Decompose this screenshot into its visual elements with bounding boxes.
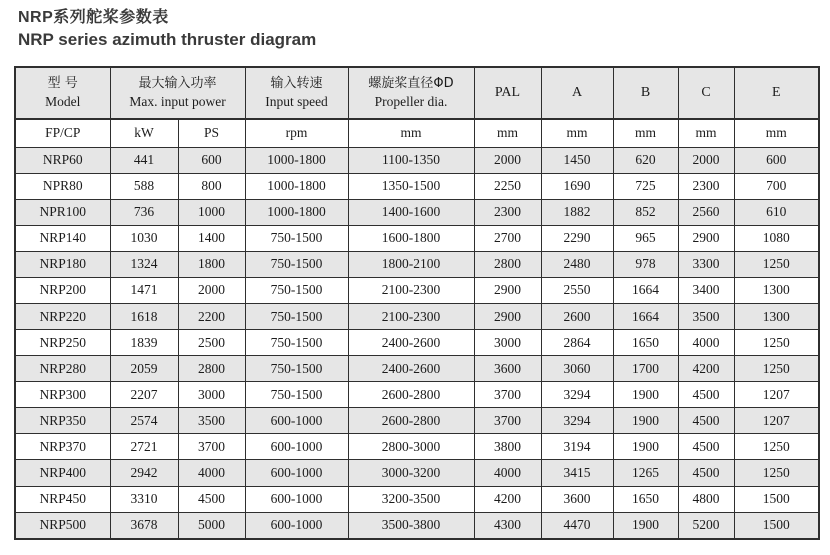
- table-row: [15, 434, 819, 460]
- a-cell: 1450: [541, 147, 613, 173]
- a-cell: 2864: [541, 330, 613, 356]
- kw-cell: 3678: [110, 512, 178, 539]
- pal-cell: 2300: [474, 199, 541, 225]
- a-cell: 2550: [541, 277, 613, 303]
- model-cell: NRP400: [15, 460, 110, 486]
- kw-cell: 2207: [110, 382, 178, 408]
- c-cell: 3500: [678, 303, 734, 329]
- c-cell: 4000: [678, 330, 734, 356]
- propeller-dia-cell: 1600-1800: [348, 225, 474, 251]
- pal-cell: 2700: [474, 225, 541, 251]
- rpm-cell: 600-1000: [245, 408, 348, 434]
- e-cell: 1500: [734, 486, 819, 512]
- ps-cell: 3000: [178, 382, 245, 408]
- kw-cell: 736: [110, 199, 178, 225]
- kw-cell: 3310: [110, 486, 178, 512]
- header-max-input-power-zh: 最大输入功率: [138, 76, 217, 92]
- b-cell: 1900: [613, 382, 678, 408]
- c-cell: 4500: [678, 434, 734, 460]
- rpm-cell: 750-1500: [245, 330, 348, 356]
- model-cell: NRP180: [15, 251, 110, 277]
- pal-cell: 3600: [474, 356, 541, 382]
- kw-cell: 2721: [110, 434, 178, 460]
- kw-cell: 2942: [110, 460, 178, 486]
- a-cell: 2290: [541, 225, 613, 251]
- kw-cell: 1839: [110, 330, 178, 356]
- rpm-cell: 600-1000: [245, 434, 348, 460]
- model-cell: NRP220: [15, 303, 110, 329]
- model-cell: NRP280: [15, 356, 110, 382]
- model-cell: NRP60: [15, 147, 110, 173]
- table-row: [15, 199, 819, 225]
- rpm-cell: 750-1500: [245, 225, 348, 251]
- e-cell: 1250: [734, 330, 819, 356]
- unit-cell-c: mm: [678, 119, 734, 147]
- propeller-dia-cell: 2600-2800: [348, 408, 474, 434]
- b-cell: 620: [613, 147, 678, 173]
- a-cell: 3294: [541, 382, 613, 408]
- table-row: [15, 460, 819, 486]
- unit-cell-b: mm: [613, 119, 678, 147]
- rpm-cell: 750-1500: [245, 356, 348, 382]
- rpm-cell: 600-1000: [245, 512, 348, 539]
- model-cell: NRP140: [15, 225, 110, 251]
- pal-cell: 2800: [474, 251, 541, 277]
- c-cell: 3300: [678, 251, 734, 277]
- pal-cell: 3800: [474, 434, 541, 460]
- c-cell: 2900: [678, 225, 734, 251]
- table-row: [15, 382, 819, 408]
- c-cell: 3400: [678, 277, 734, 303]
- a-cell: 1882: [541, 199, 613, 225]
- c-cell: 2560: [678, 199, 734, 225]
- propeller-dia-cell: 2600-2800: [348, 382, 474, 408]
- b-cell: 965: [613, 225, 678, 251]
- header-max-input-power: [110, 67, 245, 119]
- kw-cell: 2574: [110, 408, 178, 434]
- header-b-label: B: [640, 85, 651, 101]
- table-row: [15, 277, 819, 303]
- propeller-dia-cell: 3000-3200: [348, 460, 474, 486]
- page-title-zh: NRP系列舵桨参数表: [18, 9, 169, 26]
- rpm-cell: 750-1500: [245, 251, 348, 277]
- c-cell: 4500: [678, 460, 734, 486]
- a-cell: 3415: [541, 460, 613, 486]
- propeller-dia-cell: 2100-2300: [348, 277, 474, 303]
- e-cell: 1500: [734, 512, 819, 539]
- ps-cell: 800: [178, 173, 245, 199]
- unit-cell-a: mm: [541, 119, 613, 147]
- table-row: [15, 486, 819, 512]
- header-propeller-dia-zh: 螺旋桨直径ΦD: [368, 76, 454, 92]
- a-cell: 3294: [541, 408, 613, 434]
- model-cell: NPR80: [15, 173, 110, 199]
- ps-cell: 2000: [178, 277, 245, 303]
- e-cell: 1250: [734, 460, 819, 486]
- model-cell: NPR100: [15, 199, 110, 225]
- rpm-cell: 600-1000: [245, 460, 348, 486]
- page-header: [18, 2, 316, 50]
- table-row: [15, 147, 819, 173]
- ps-cell: 1800: [178, 251, 245, 277]
- e-cell: 1207: [734, 408, 819, 434]
- model-cell: NRP250: [15, 330, 110, 356]
- ps-cell: 5000: [178, 512, 245, 539]
- e-cell: 1300: [734, 277, 819, 303]
- header-b: [613, 67, 678, 119]
- propeller-dia-cell: 2100-2300: [348, 303, 474, 329]
- table-row: [15, 408, 819, 434]
- ps-cell: 1400: [178, 225, 245, 251]
- table-header-row: [15, 67, 819, 119]
- pal-cell: 3700: [474, 382, 541, 408]
- header-c: [678, 67, 734, 119]
- kw-cell: 1471: [110, 277, 178, 303]
- c-cell: 2300: [678, 173, 734, 199]
- model-cell: NRP300: [15, 382, 110, 408]
- ps-cell: 4500: [178, 486, 245, 512]
- table-row: [15, 303, 819, 329]
- propeller-dia-cell: 1800-2100: [348, 251, 474, 277]
- c-cell: 5200: [678, 512, 734, 539]
- b-cell: 1900: [613, 512, 678, 539]
- unit-cell-pal: mm: [474, 119, 541, 147]
- e-cell: 1250: [734, 434, 819, 460]
- a-cell: 4470: [541, 512, 613, 539]
- kw-cell: 2059: [110, 356, 178, 382]
- unit-cell-kw: kW: [110, 119, 178, 147]
- ps-cell: 3700: [178, 434, 245, 460]
- model-cell: NRP350: [15, 408, 110, 434]
- propeller-dia-cell: 2400-2600: [348, 330, 474, 356]
- header-e-label: E: [771, 85, 781, 101]
- pal-cell: 4300: [474, 512, 541, 539]
- c-cell: 4500: [678, 408, 734, 434]
- table-body: [15, 147, 819, 539]
- rpm-cell: 1000-1800: [245, 173, 348, 199]
- b-cell: 852: [613, 199, 678, 225]
- b-cell: 725: [613, 173, 678, 199]
- table-row: [15, 173, 819, 199]
- rpm-cell: 750-1500: [245, 277, 348, 303]
- model-cell: NRP500: [15, 512, 110, 539]
- ps-cell: 2800: [178, 356, 245, 382]
- c-cell: 2000: [678, 147, 734, 173]
- header-propeller-dia-en: Propeller dia.: [374, 93, 448, 109]
- table-row: [15, 251, 819, 277]
- pal-cell: 3000: [474, 330, 541, 356]
- header-input-speed-en: Input speed: [265, 93, 328, 109]
- propeller-dia-cell: 1350-1500: [348, 173, 474, 199]
- propeller-dia-cell: 1100-1350: [348, 147, 474, 173]
- unit-cell-propeller-dia: mm: [348, 119, 474, 147]
- kw-cell: 588: [110, 173, 178, 199]
- table-row: [15, 225, 819, 251]
- ps-cell: 600: [178, 147, 245, 173]
- header-pal-label: PAL: [494, 85, 521, 101]
- unit-cell-ps: PS: [178, 119, 245, 147]
- ps-cell: 2200: [178, 303, 245, 329]
- e-cell: 610: [734, 199, 819, 225]
- table-row: [15, 356, 819, 382]
- pal-cell: 2900: [474, 303, 541, 329]
- b-cell: 1700: [613, 356, 678, 382]
- rpm-cell: 750-1500: [245, 303, 348, 329]
- a-cell: 3060: [541, 356, 613, 382]
- e-cell: 1250: [734, 356, 819, 382]
- ps-cell: 3500: [178, 408, 245, 434]
- table-units-row: [15, 119, 819, 147]
- header-a: [541, 67, 613, 119]
- model-cell: NRP450: [15, 486, 110, 512]
- pal-cell: 3700: [474, 408, 541, 434]
- pal-cell: 4000: [474, 460, 541, 486]
- pal-cell: 4200: [474, 486, 541, 512]
- pal-cell: 2250: [474, 173, 541, 199]
- header-input-speed-zh: 输入转速: [270, 76, 323, 92]
- b-cell: 1650: [613, 486, 678, 512]
- e-cell: 1300: [734, 303, 819, 329]
- propeller-dia-cell: 1400-1600: [348, 199, 474, 225]
- ps-cell: 4000: [178, 460, 245, 486]
- b-cell: 1265: [613, 460, 678, 486]
- b-cell: 1900: [613, 434, 678, 460]
- a-cell: 1690: [541, 173, 613, 199]
- thruster-spec-table: [14, 66, 820, 540]
- unit-cell-e: mm: [734, 119, 819, 147]
- pal-cell: 2000: [474, 147, 541, 173]
- c-cell: 4800: [678, 486, 734, 512]
- rpm-cell: 750-1500: [245, 382, 348, 408]
- header-model-zh: 型 号: [47, 76, 78, 92]
- propeller-dia-cell: 3200-3500: [348, 486, 474, 512]
- page-title-en: NRP series azimuth thruster diagram: [18, 30, 317, 49]
- b-cell: 1650: [613, 330, 678, 356]
- header-max-input-power-en: Max. input power: [129, 93, 226, 109]
- header-model-en: Model: [45, 93, 81, 109]
- e-cell: 1207: [734, 382, 819, 408]
- ps-cell: 2500: [178, 330, 245, 356]
- kw-cell: 441: [110, 147, 178, 173]
- e-cell: 1250: [734, 251, 819, 277]
- c-cell: 4500: [678, 382, 734, 408]
- header-model: [15, 67, 110, 119]
- b-cell: 1900: [613, 408, 678, 434]
- ps-cell: 1000: [178, 199, 245, 225]
- model-cell: NRP370: [15, 434, 110, 460]
- propeller-dia-cell: 2800-3000: [348, 434, 474, 460]
- header-a-label: A: [571, 85, 583, 101]
- a-cell: 2480: [541, 251, 613, 277]
- e-cell: 1080: [734, 225, 819, 251]
- unit-cell-model: FP/CP: [15, 119, 110, 147]
- unit-cell-rpm: rpm: [245, 119, 348, 147]
- table-row: [15, 512, 819, 539]
- c-cell: 4200: [678, 356, 734, 382]
- rpm-cell: 1000-1800: [245, 147, 348, 173]
- e-cell: 700: [734, 173, 819, 199]
- header-c-label: C: [701, 85, 711, 101]
- e-cell: 600: [734, 147, 819, 173]
- rpm-cell: 600-1000: [245, 486, 348, 512]
- propeller-dia-cell: 3500-3800: [348, 512, 474, 539]
- header-input-speed: [245, 67, 348, 119]
- header-propeller-dia: [348, 67, 474, 119]
- a-cell: 3194: [541, 434, 613, 460]
- pal-cell: 2900: [474, 277, 541, 303]
- b-cell: 1664: [613, 277, 678, 303]
- b-cell: 1664: [613, 303, 678, 329]
- table-row: [15, 330, 819, 356]
- kw-cell: 1030: [110, 225, 178, 251]
- model-cell: NRP200: [15, 277, 110, 303]
- propeller-dia-cell: 2400-2600: [348, 356, 474, 382]
- kw-cell: 1618: [110, 303, 178, 329]
- a-cell: 2600: [541, 303, 613, 329]
- header-pal: [474, 67, 541, 119]
- rpm-cell: 1000-1800: [245, 199, 348, 225]
- a-cell: 3600: [541, 486, 613, 512]
- header-e: [734, 67, 819, 119]
- kw-cell: 1324: [110, 251, 178, 277]
- b-cell: 978: [613, 251, 678, 277]
